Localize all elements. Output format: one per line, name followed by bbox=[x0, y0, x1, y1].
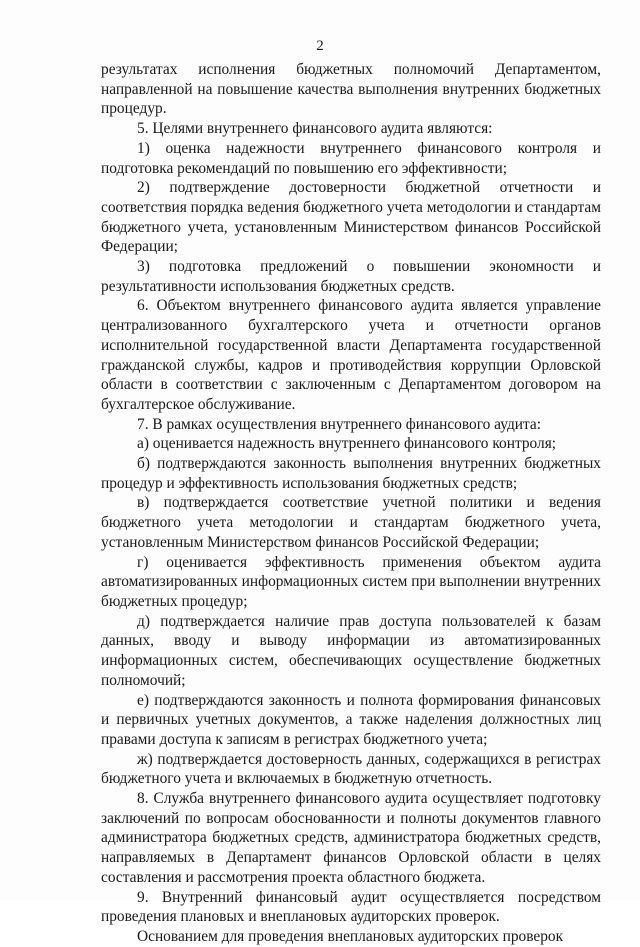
paragraph: 5. Целями внутреннего финансового аудита являются: bbox=[137, 120, 493, 138]
paragraph: 3) подготовка предложений о повышении экономности и результативности использования бюджетных средств. bbox=[101, 258, 601, 295]
paragraph: 9. Внутренний финансовый аудит осуществляется посредством проведения плановых и внеплановых аудиторских проверок. bbox=[101, 888, 601, 926]
paragraph: Основанием для проведения внеплановых аудиторских проверок bbox=[137, 927, 564, 945]
paragraph: ж) подтверждается достоверность данных, содержащихся в регистрах бюджетного учета и включаемых в бюджетную отчетность. bbox=[101, 750, 601, 788]
paragraph: г) оценивается эффективность применения объектом аудита автоматизированных информационных систем при выполнении внутренних бюджетных процедур; bbox=[101, 553, 601, 610]
paragraph: 6. Объектом внутреннего финансового аудита является управление централизованного бухгалтерского учета и отчетности органов исполнительной государственной власти Департамента государственной гражданской службы, кадров и противодействия коррупции Орловской области в соответствии с заключенным с Департаментом договором на бухгалтерское обслуживание. bbox=[101, 297, 601, 413]
paragraph: результатах исполнения бюджетных полномочий Департаментом, направленной на повышение качества выполнения внутренних бюджетных процедур. bbox=[101, 61, 601, 118]
paragraph: 2) подтверждение достоверности бюджетной отчетности и соответствия порядка ведения бюджетного учета методологии и стандартам бюджетного учета, установленным Министерством финансов Российской Федерации; bbox=[101, 179, 601, 256]
paragraph: д) подтверждается наличие прав доступа пользователей к базам данных, вводу и выводу информации из автоматизированных информационных систем, обеспечивающих осуществление бюджетных полномочий; bbox=[101, 612, 601, 689]
paragraph: 8. Служба внутреннего финансового аудита осуществляет подготовку заключений по вопросам обоснованности и полноты документов главного администратора бюджетных средств, администратора бюджетных средств, направляемых в Департамент финансов Орловской области в целях составления и рассмотрения проекта областного бюджета. bbox=[101, 790, 601, 886]
paragraph: б) подтверждаются законность выполнения внутренних бюджетных процедур и эффективность использования бюджетных средств; bbox=[101, 455, 601, 492]
paragraph: а) оценивается надежность внутреннего финансового контроля; bbox=[137, 435, 557, 453]
paragraph: 1) оценка надежности внутреннего финансового контроля и подготовка рекомендаций по повышению его эффективности; bbox=[101, 139, 601, 177]
paragraph: е) подтверждаются законность и полнота формирования финансовых и первичных учетных документов, а также наделения должностных лиц правами доступа к записям в регистрах бюджетного учета; bbox=[101, 691, 601, 748]
document-body bbox=[101, 60, 601, 947]
page-number: 2 bbox=[316, 38, 324, 54]
paragraph: в) подтверждается соответствие учетной политики и ведения бюджетного учета методологии и стандартам бюджетного учета, установленным Министерством финансов Российской Федерации; bbox=[101, 494, 601, 551]
paragraph: 7. В рамках осуществления внутреннего финансового аудита: bbox=[137, 415, 542, 433]
